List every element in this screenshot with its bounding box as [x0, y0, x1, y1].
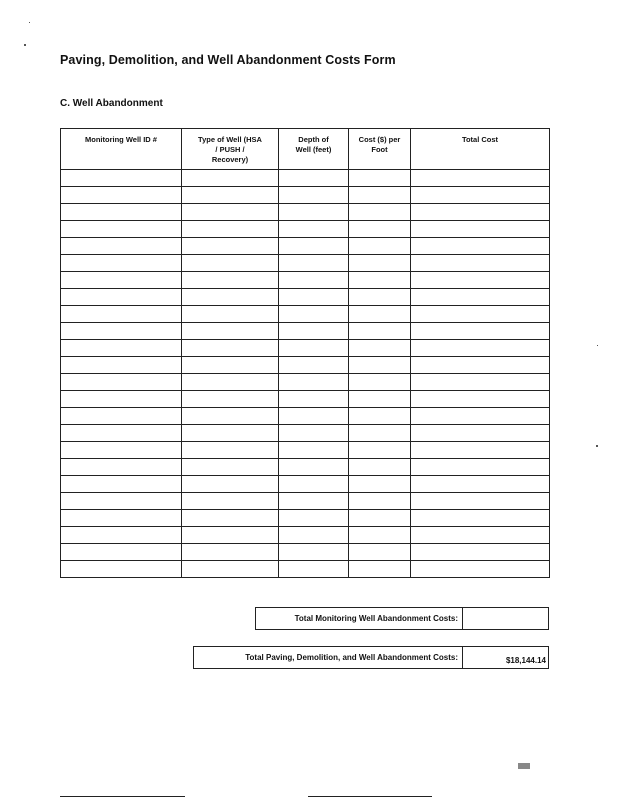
table-cell[interactable]	[411, 408, 550, 425]
table-cell[interactable]	[411, 306, 550, 323]
table-cell[interactable]	[411, 170, 550, 187]
table-cell[interactable]	[182, 272, 279, 289]
table-row	[61, 408, 550, 425]
table-cell[interactable]	[182, 170, 279, 187]
table-cell[interactable]	[182, 306, 279, 323]
table-cell[interactable]	[182, 374, 279, 391]
table-cell[interactable]	[411, 561, 550, 578]
table-cell[interactable]	[279, 459, 349, 476]
table-cell[interactable]	[349, 493, 411, 510]
table-cell[interactable]	[349, 289, 411, 306]
table-cell[interactable]	[349, 425, 411, 442]
table-cell[interactable]	[349, 544, 411, 561]
table-cell[interactable]	[61, 408, 182, 425]
table-cell[interactable]	[279, 544, 349, 561]
table-cell[interactable]	[61, 238, 182, 255]
scan-mark	[518, 763, 530, 769]
table-cell[interactable]	[411, 204, 550, 221]
table-cell[interactable]	[61, 187, 182, 204]
table-cell[interactable]	[182, 221, 279, 238]
table-cell[interactable]	[349, 408, 411, 425]
table-cell[interactable]	[411, 476, 550, 493]
table-cell[interactable]	[279, 255, 349, 272]
table-cell[interactable]	[411, 425, 550, 442]
table-cell[interactable]	[349, 238, 411, 255]
table-row	[61, 272, 550, 289]
table-cell[interactable]	[279, 272, 349, 289]
table-cell[interactable]	[182, 289, 279, 306]
table-cell[interactable]	[349, 561, 411, 578]
table-cell[interactable]	[279, 391, 349, 408]
table-row	[61, 425, 550, 442]
table-cell[interactable]	[411, 527, 550, 544]
table-cell[interactable]	[279, 510, 349, 527]
table-cell[interactable]	[279, 357, 349, 374]
table-cell[interactable]	[279, 170, 349, 187]
table-cell[interactable]	[411, 323, 550, 340]
section-title: C. Well Abandonment	[60, 98, 163, 109]
table-cell[interactable]	[279, 340, 349, 357]
table-cell[interactable]	[349, 527, 411, 544]
header-total-cost: Total Cost	[411, 129, 550, 170]
table-row	[61, 221, 550, 238]
table-cell[interactable]	[61, 357, 182, 374]
table-cell[interactable]	[61, 255, 182, 272]
page-title: Paving, Demolition, and Well Abandonment Costs Form	[60, 53, 396, 67]
table-cell[interactable]	[349, 510, 411, 527]
table-cell[interactable]	[411, 255, 550, 272]
table-cell[interactable]	[61, 272, 182, 289]
table-cell[interactable]	[349, 459, 411, 476]
table-cell[interactable]	[279, 493, 349, 510]
table-row	[61, 544, 550, 561]
table-row	[61, 170, 550, 187]
table-cell[interactable]	[61, 510, 182, 527]
table-cell[interactable]	[349, 204, 411, 221]
header-monitoring-well-id: Monitoring Well ID #	[61, 129, 182, 170]
table-cell[interactable]	[182, 238, 279, 255]
table-cell[interactable]	[182, 561, 279, 578]
table-cell[interactable]	[182, 544, 279, 561]
table-row	[61, 323, 550, 340]
table-row	[61, 187, 550, 204]
table-cell[interactable]	[182, 442, 279, 459]
table-cell[interactable]	[411, 459, 550, 476]
table-body	[61, 170, 550, 578]
table-cell[interactable]	[279, 527, 349, 544]
grand-total-box	[193, 646, 549, 669]
table-cell[interactable]	[411, 289, 550, 306]
table-cell[interactable]	[182, 323, 279, 340]
well-abandonment-total-label: Total Monitoring Well Abandonment Costs:	[256, 608, 463, 629]
table-cell[interactable]	[411, 238, 550, 255]
table-cell[interactable]	[182, 391, 279, 408]
table-cell[interactable]	[182, 357, 279, 374]
table-cell[interactable]	[349, 187, 411, 204]
table-cell[interactable]	[349, 374, 411, 391]
scan-speck	[29, 22, 30, 23]
table-cell[interactable]	[182, 187, 279, 204]
table-cell[interactable]	[279, 561, 349, 578]
well-abandonment-total-value[interactable]	[463, 608, 548, 629]
table-cell[interactable]	[279, 238, 349, 255]
table-cell[interactable]	[61, 204, 182, 221]
well-abandonment-total-box	[255, 607, 549, 630]
table-cell[interactable]	[279, 442, 349, 459]
signature-line-right	[308, 796, 432, 797]
table-cell[interactable]	[349, 357, 411, 374]
table-cell[interactable]	[349, 272, 411, 289]
table-cell[interactable]	[349, 306, 411, 323]
table-cell[interactable]	[182, 527, 279, 544]
table-cell[interactable]	[279, 374, 349, 391]
header-type-of-well: Type of Well (HSA / PUSH / Recovery)	[182, 129, 279, 170]
table-row	[61, 238, 550, 255]
table-cell[interactable]	[61, 425, 182, 442]
table-cell[interactable]	[411, 221, 550, 238]
table-cell[interactable]	[61, 391, 182, 408]
table-cell[interactable]	[61, 493, 182, 510]
table-row	[61, 476, 550, 493]
table-cell[interactable]	[411, 493, 550, 510]
table-row	[61, 442, 550, 459]
table-row	[61, 255, 550, 272]
table-cell[interactable]	[182, 459, 279, 476]
well-abandonment-table	[60, 128, 550, 578]
table-cell[interactable]	[411, 391, 550, 408]
table-cell[interactable]	[61, 544, 182, 561]
table-row	[61, 357, 550, 374]
table-cell[interactable]	[411, 510, 550, 527]
table-cell[interactable]	[61, 459, 182, 476]
table-cell[interactable]	[61, 221, 182, 238]
header-cost-per-foot: Cost ($) per Foot	[349, 129, 411, 170]
table-cell[interactable]	[349, 476, 411, 493]
table-row	[61, 527, 550, 544]
signature-line-left	[60, 796, 185, 797]
table-cell[interactable]	[279, 306, 349, 323]
table-cell[interactable]	[61, 374, 182, 391]
table-row	[61, 374, 550, 391]
table-cell[interactable]	[61, 476, 182, 493]
table-cell[interactable]	[61, 442, 182, 459]
table-cell[interactable]	[279, 476, 349, 493]
table-cell[interactable]	[182, 204, 279, 221]
table-cell[interactable]	[61, 323, 182, 340]
table-row	[61, 493, 550, 510]
table-cell[interactable]	[279, 187, 349, 204]
table-cell[interactable]	[279, 408, 349, 425]
table-cell[interactable]	[182, 340, 279, 357]
table-cell[interactable]	[182, 425, 279, 442]
table-cell[interactable]	[411, 272, 550, 289]
table-row	[61, 306, 550, 323]
table-cell[interactable]	[349, 170, 411, 187]
scan-speck	[596, 445, 598, 447]
grand-total-value[interactable]: $18,144.14	[505, 656, 546, 665]
table-cell[interactable]	[182, 493, 279, 510]
table-cell[interactable]	[349, 255, 411, 272]
table-cell[interactable]	[61, 170, 182, 187]
table-row	[61, 340, 550, 357]
table-cell[interactable]	[182, 510, 279, 527]
table-row	[61, 289, 550, 306]
table-cell[interactable]	[61, 289, 182, 306]
table-cell[interactable]	[279, 221, 349, 238]
table-cell[interactable]	[411, 340, 550, 357]
table-cell[interactable]	[349, 323, 411, 340]
table-row	[61, 510, 550, 527]
table-cell[interactable]	[411, 374, 550, 391]
table-cell[interactable]	[411, 357, 550, 374]
table-cell[interactable]	[411, 544, 550, 561]
scan-speck	[597, 345, 598, 346]
scan-speck	[24, 44, 26, 46]
table-cell[interactable]	[349, 391, 411, 408]
table-cell[interactable]	[279, 425, 349, 442]
table-cell[interactable]	[349, 221, 411, 238]
table-row	[61, 459, 550, 476]
table-cell[interactable]	[61, 306, 182, 323]
table-cell[interactable]	[349, 340, 411, 357]
table-row	[61, 204, 550, 221]
table-cell[interactable]	[182, 408, 279, 425]
table-cell[interactable]	[279, 204, 349, 221]
table-cell[interactable]	[279, 323, 349, 340]
table-row	[61, 391, 550, 408]
table-row	[61, 561, 550, 578]
table-cell[interactable]	[61, 527, 182, 544]
table-cell[interactable]	[182, 255, 279, 272]
grand-total-label: Total Paving, Demolition, and Well Abandonment Costs:	[194, 647, 463, 668]
table-cell[interactable]	[349, 442, 411, 459]
table-cell[interactable]	[279, 289, 349, 306]
table-cell[interactable]	[61, 340, 182, 357]
table-cell[interactable]	[411, 187, 550, 204]
table-cell[interactable]	[182, 476, 279, 493]
table-cell[interactable]	[61, 561, 182, 578]
table-cell[interactable]	[411, 442, 550, 459]
header-depth-of-well: Depth of Well (feet)	[279, 129, 349, 170]
table-header-row	[61, 129, 550, 170]
